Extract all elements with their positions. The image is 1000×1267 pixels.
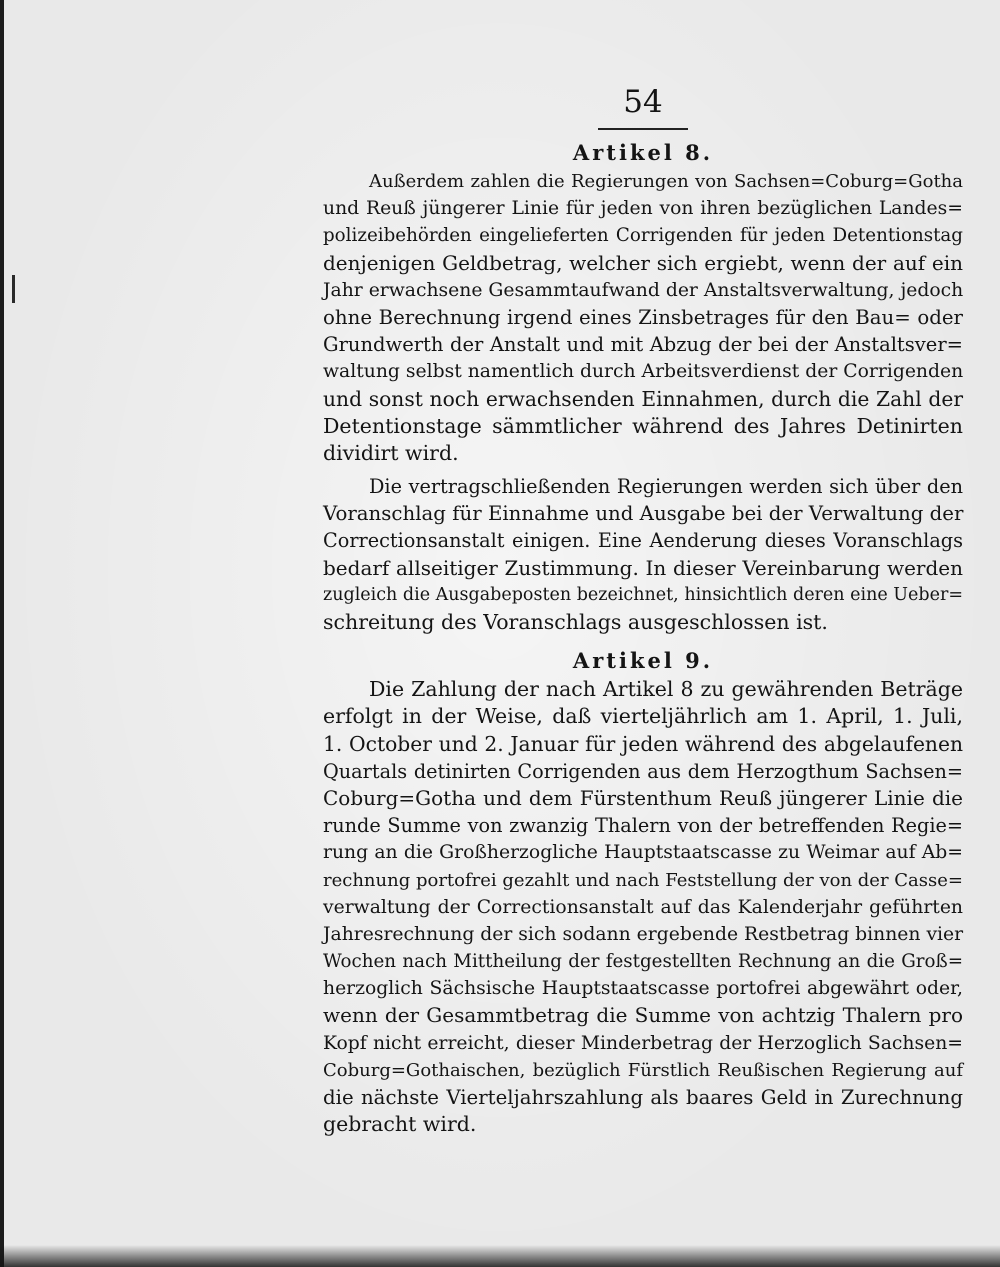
paragraph [323, 473, 963, 636]
text-line: Correctionsanstalt einigen. Eine Aenderung dieses Voranschlags [323, 529, 963, 553]
text-line: Detentionstage sämmtlicher während des Jahres Detinirten [323, 413, 963, 438]
text-line: Voranschlag für Einnahme und Ausgabe bei der Verwaltung der [323, 502, 964, 526]
document-page [323, 82, 963, 1138]
text-line: rung an die Großherzogliche Hauptstaatscasse zu Weimar auf Ab= [323, 842, 963, 864]
text-line: Wochen nach Mittheilung der festgestellten Rechnung an die Groß= [323, 951, 963, 973]
text-line: Außerdem zahlen die Regierungen von Sachsen=Coburg=Gotha [369, 171, 963, 192]
text-line: rechnung portofrei gezahlt und nach Feststellung der von der Casse= [323, 869, 963, 891]
paragraph [323, 168, 963, 467]
text-line: Coburg=Gothaischen, bezüglich Fürstlich Reußischen Regierung auf [323, 1059, 963, 1081]
article-section [323, 138, 963, 646]
text-line: schreitung des Voranschlags ausgeschlossen ist. [323, 610, 828, 634]
text-line: wenn der Gesammtbetrag die Summe von achtzig Thalern pro [323, 1003, 963, 1028]
text-line: die nächste Vierteljahrszahlung als baares Geld in Zurechnung [323, 1086, 963, 1109]
text-line: Grundwerth der Anstalt und mit Abzug der bei der Anstaltsver= [323, 333, 963, 357]
scan-bottom-edge [0, 1245, 1000, 1267]
scan-left-edge [0, 0, 4, 1267]
scan-margin-mark [12, 275, 15, 303]
text-line: gebracht wird. [323, 1112, 477, 1137]
text-line: erfolgt in der Weise, daß vierteljährlich am 1. April, 1. Juli, [323, 704, 963, 729]
text-line: bedarf allseitiger Zustimmung. In dieser Vereinbarung werden [323, 555, 963, 580]
article-heading: Artikel 9. [572, 648, 714, 674]
text-line: und sonst noch erwachsenden Einnahmen, durch die Zahl der [323, 386, 963, 411]
text-line: denjenigen Geldbetrag, welcher sich ergiebt, wenn der auf ein [323, 250, 963, 275]
text-line: 1. October und 2. Januar für jeden während des abgelaufenen [323, 731, 963, 756]
text-line: herzoglich Sächsische Hauptstaatscasse portofrei abgewährt oder, [323, 978, 963, 1000]
articles-container [323, 138, 963, 1138]
article-section [323, 646, 963, 1138]
article-gap [323, 636, 963, 646]
text-line: Die Zahlung der nach Artikel 8 zu gewährenden Beträge [369, 677, 963, 702]
text-line: Jahr erwachsene Gesammtaufwand der Anstaltsverwaltung, jedoch [323, 279, 964, 301]
text-line: Kopf nicht erreicht, dieser Minderbetrag der Herzoglich Sachsen= [323, 1032, 963, 1054]
text-line: ohne Berechnung irgend eines Zinsbetrages für den Bau= oder [323, 305, 963, 329]
text-line: Jahresrechnung der sich sodann ergebende Restbetrag binnen vier [323, 923, 964, 945]
text-line: verwaltung der Correctionsanstalt auf das Kalenderjahr geführten [323, 896, 963, 918]
text-line: dividirt wird. [323, 440, 459, 465]
text-line: Coburg=Gotha und dem Fürstenthum Reuß jüngerer Linie die [323, 785, 963, 810]
paragraph [323, 676, 963, 1138]
text-line: waltung selbst namentlich durch Arbeitsverdienst der Corrigenden [323, 361, 964, 383]
text-line: Quartals detinirten Corrigenden aus dem Herzogthum Sachsen= [323, 759, 963, 783]
text-line: zugleich die Ausgabeposten bezeichnet, hinsichtlich deren eine Ueber= [323, 584, 963, 605]
text-line: runde Summe von zwanzig Thalern von der betreffenden Regie= [323, 814, 963, 838]
page-number: 54 [623, 84, 663, 120]
text-line: und Reuß jüngerer Linie für jeden von ihren bezüglichen Landes= [323, 198, 963, 220]
article-heading: Artikel 8. [572, 140, 714, 165]
header-rule [598, 128, 688, 130]
text-line: polizeibehörden eingelieferten Corrigenden für jeden Detentionstag [323, 225, 963, 247]
text-line: Die vertragschließenden Regierungen werden sich über den [369, 475, 963, 499]
